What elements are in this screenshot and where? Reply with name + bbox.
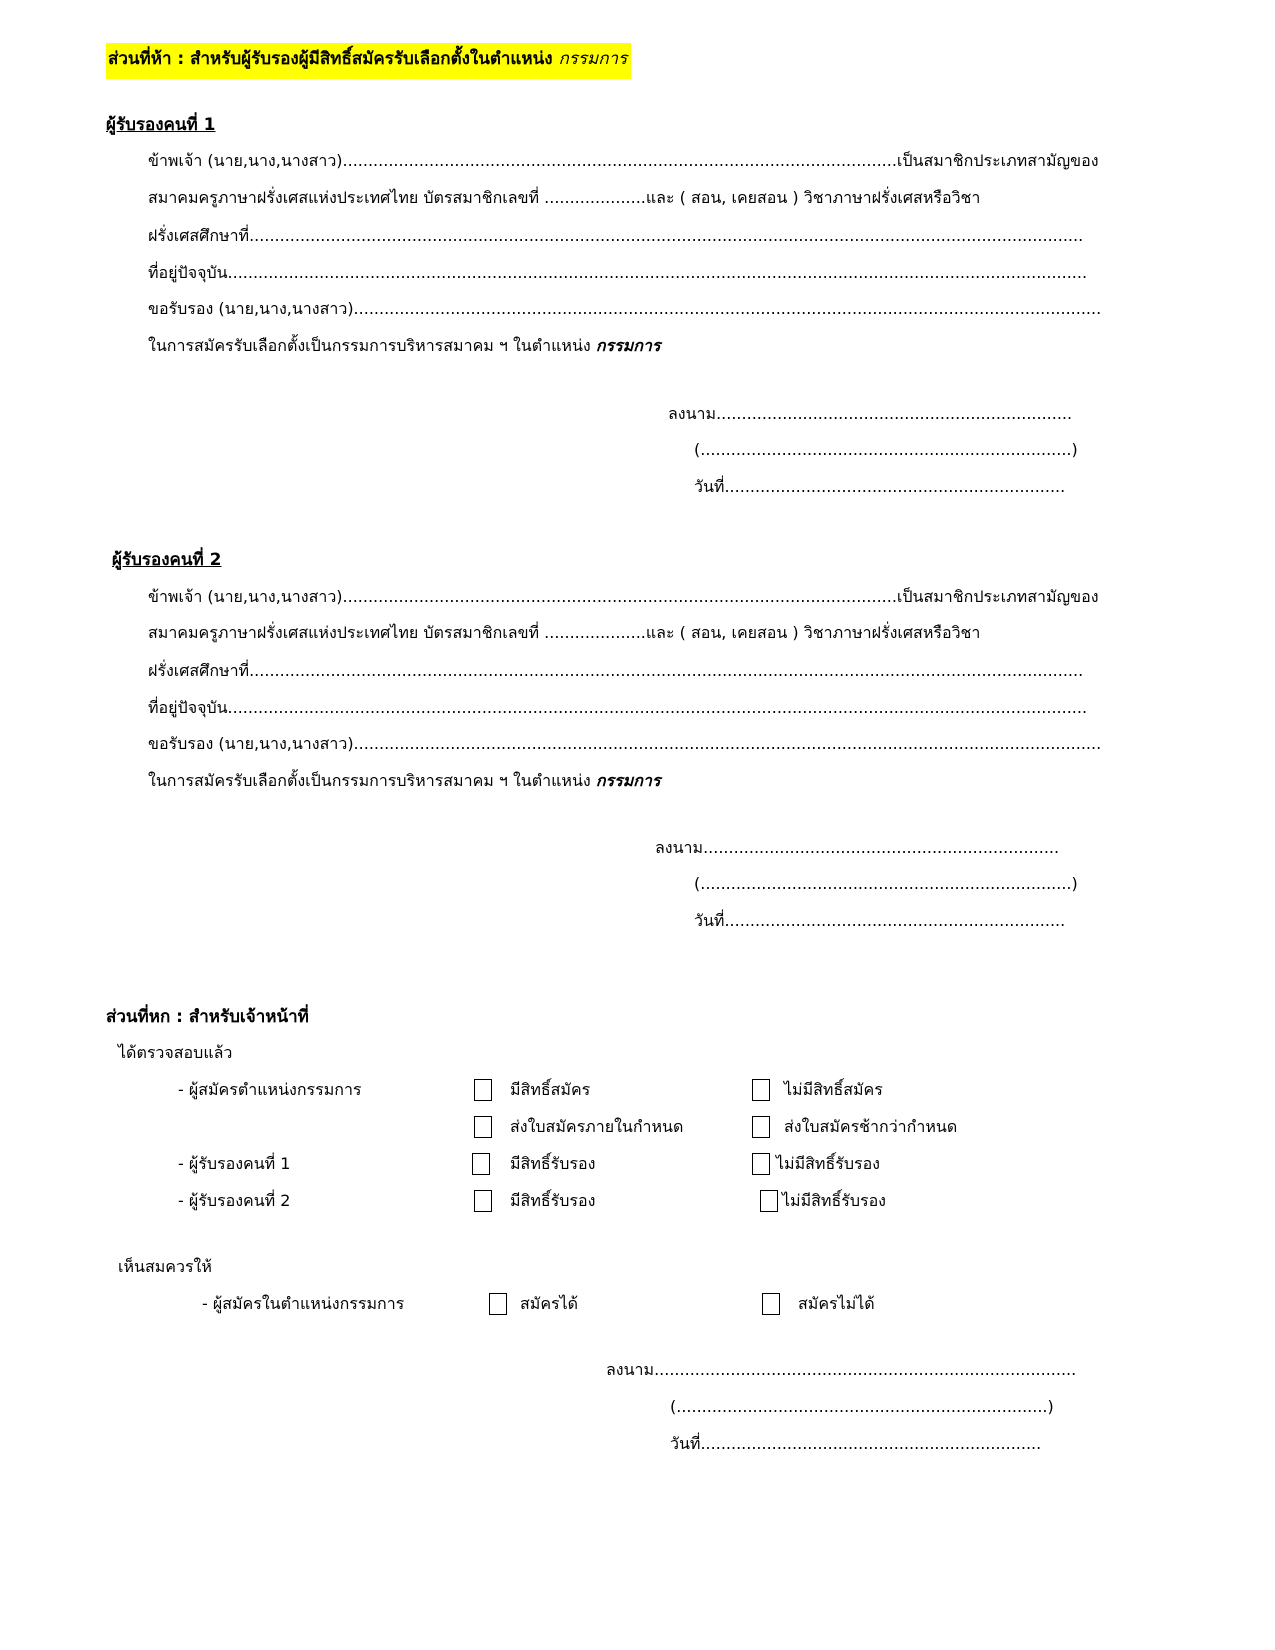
submitted-late-label: ส่งใบสมัครช้ากว่ากำหนด [784,1117,958,1136]
checkbox-submitted-on-time[interactable] [474,1116,492,1138]
checkbox-submitted-late[interactable] [752,1116,770,1138]
endorser-2-name-field[interactable]: ข้าพเจ้า (นาย,นาง,นางสาว).............................................................................................................เป็นสมาชิกประเภทสามัญของ [148,587,1099,606]
officer-signature-field[interactable]: ลงนาม................................................................................... [606,1360,1077,1379]
endorser-1-endorsed-name-field[interactable]: ขอรับรอง (นาย,นาง,นางสาว)................................................................................................................................................... [148,299,1102,318]
endorser-1-address-field[interactable]: ที่อยู่ปัจจุบัน......................................................................................................................................................................... [148,263,1088,282]
endorser-1-printed-name-field[interactable]: (.........................................................................) [694,440,1078,459]
endorser-1-eligible-label: มีสิทธิ์รับรอง [510,1154,596,1173]
opinion-row-label: - ผู้สมัครในตำแหน่งกรรมการ [202,1294,405,1313]
eligible-to-apply-label: มีสิทธิ์สมัคร [510,1080,591,1099]
row-candidate-label: - ผู้สมัครตำแหน่งกรรมการ [178,1080,362,1099]
endorser-2-date-field[interactable]: วันที่................................................................... [694,911,1066,930]
endorser-1-name-field[interactable]: ข้าพเจ้า (นาย,นาง,นางสาว).............................................................................................................เป็นสมาชิกประเภทสามัญของ [148,151,1099,170]
endorser-1-not-eligible-label: ไม่มีสิทธิ์รับรอง [776,1154,880,1173]
checkbox-may-not-apply[interactable] [762,1293,780,1315]
section5-title-text: ส่วนที่ห้า : สำหรับผู้รับรองผู้มีสิทธิ์สมัครรับเลือกตั้งในตำแหน่ง [108,49,553,69]
endorser-2-endorsed-name-field[interactable]: ขอรับรอง (นาย,นาง,นางสาว)................................................................................................................................................... [148,734,1102,753]
checkbox-endorser-2-eligible[interactable] [474,1190,492,1212]
checkbox-not-eligible-to-apply[interactable] [752,1079,770,1101]
not-eligible-to-apply-label: ไม่มีสิทธิ์สมัคร [784,1080,883,1099]
endorser-1-heading: ผู้รับรองคนที่ 1 [106,115,216,135]
endorser-2-signature-field[interactable]: ลงนาม...................................................................... [655,838,1060,857]
endorser-2-member-number-field[interactable]: สมาคมครูภาษาฝรั่งเศสแห่งประเทศไทย บัตรสมาชิกเลขที่ ....................และ ( สอน, เคยสอน ) วิชาภาษาฝรั่งเศสหรือวิชา [148,623,981,642]
endorser-2-position-line [148,770,661,792]
endorser-1-position-text: ในการสมัครรับเลือกตั้งเป็นกรรมการบริหารสมาคม ฯ ในตำแหน่ง [148,336,591,355]
endorser-2-address-field[interactable]: ที่อยู่ปัจจุบัน......................................................................................................................................................................... [148,698,1088,717]
endorser-2-institution-field[interactable]: ฝรั่งเศสศึกษาที่.................................................................................................................................................................... [148,661,1084,680]
checkbox-eligible-to-apply[interactable] [474,1079,492,1101]
row-endorser-2-label: - ผู้รับรองคนที่ 2 [178,1191,291,1210]
section6-title: ส่วนที่หก : สำหรับเจ้าหน้าที่ [106,1007,309,1027]
may-apply-label: สมัครได้ [520,1294,579,1313]
officer-date-field[interactable]: วันที่................................................................... [670,1434,1042,1453]
endorser-2-heading: ผู้รับรองคนที่ 2 [112,550,222,570]
checkbox-endorser-2-not-eligible[interactable] [760,1190,778,1212]
officer-printed-name-field[interactable]: (.........................................................................) [670,1397,1054,1416]
endorser-1-member-number-field[interactable]: สมาคมครูภาษาฝรั่งเศสแห่งประเทศไทย บัตรสมาชิกเลขที่ ....................และ ( สอน, เคยสอน ) วิชาภาษาฝรั่งเศสหรือวิชา [148,188,981,207]
endorser-1-date-field[interactable]: วันที่................................................................... [694,477,1066,496]
section5-title [106,48,631,70]
section5-title-position: กรรมการ [558,49,628,69]
endorser-1-position-line [148,335,661,357]
endorser-2-not-eligible-label: ไม่มีสิทธิ์รับรอง [782,1191,886,1210]
checked-label: ได้ตรวจสอบแล้ว [118,1043,233,1062]
endorser-2-printed-name-field[interactable]: (.........................................................................) [694,874,1078,893]
endorser-2-position-text: ในการสมัครรับเลือกตั้งเป็นกรรมการบริหารสมาคม ฯ ในตำแหน่ง [148,771,591,790]
endorser-2-eligible-label: มีสิทธิ์รับรอง [510,1191,596,1210]
checkbox-endorser-1-eligible[interactable] [472,1153,490,1175]
checkbox-endorser-1-not-eligible[interactable] [752,1153,770,1175]
may-not-apply-label: สมัครไม่ได้ [798,1294,875,1313]
opinion-label: เห็นสมควรให้ [118,1257,212,1276]
checkbox-may-apply[interactable] [489,1293,507,1315]
endorser-1-position-value: กรรมการ [595,336,661,355]
row-endorser-1-label: - ผู้รับรองคนที่ 1 [178,1154,291,1173]
endorser-1-institution-field[interactable]: ฝรั่งเศสศึกษาที่.................................................................................................................................................................... [148,226,1084,245]
endorser-1-signature-field[interactable]: ลงนาม...................................................................... [668,404,1073,423]
submitted-on-time-label: ส่งใบสมัครภายในกำหนด [510,1117,684,1136]
endorser-2-position-value: กรรมการ [595,771,661,790]
